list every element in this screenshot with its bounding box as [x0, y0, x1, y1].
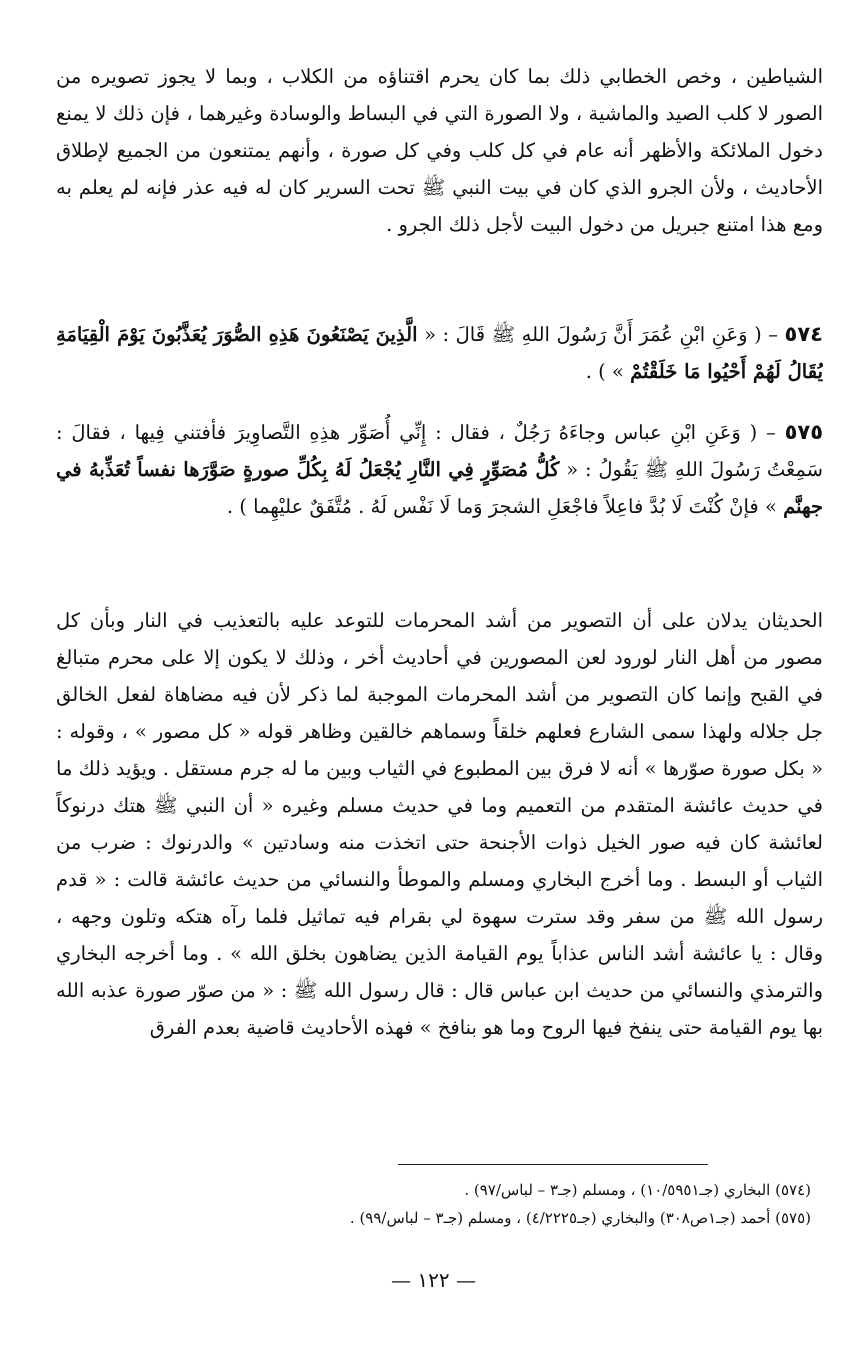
hadith-outro: » ) . [585, 360, 624, 383]
hadith-intro: – ( وَعَنِ ابْنِ عُمَرَ أَنَّ رَسُولَ اللهِ ﷺ قَالَ : « [424, 323, 779, 346]
hadith-outro: » فإنْ كُنْتَ لَا بُدَّ فاعِلاً فاجْعَلِ الشجرَ وَما لَا نَفْس لَهُ . مُتَّفَقٌ عليْهِما ) . [226, 495, 777, 518]
footnote-574: (٥٧٤) البخاري (جـ١٠/٥٩٥١) ، ومسلم (جـ٣ – لباس/٩٧) . [464, 1181, 811, 1199]
footnote-575: (٥٧٥) أحمد (جـ١ص٣٠٨) والبخاري (جـ٤/٢٢٢٥) ، ومسلم (جـ٣ – لباس/٩٩) . [349, 1209, 811, 1227]
footnotes [300, 1176, 811, 1232]
hadith-intro: – ( وَعَنِ ابْنِ عباس وجاءَهُ رَجُلٌ ، فقال : إِنِّي أُصَوِّر هذِهِ التَّصاوِيرَ فأفتني فِيها ، فقالَ : سَمِعْتُ رَسُولَ اللهِ ﷺ يَقُولُ : « [56, 421, 823, 481]
hadith-number: ٥٧٥ [784, 420, 823, 444]
commentary-paragraph-1: الشياطين ، وخص الخطابي ذلك بما كان يحرم اقتناؤه من الكلاب ، وبما لا يجوز تصويره من الصور لا كلب الصيد والماشية ، ولا الصورة التي في البساط والوسادة وغيرهما ، فإن ذلك لا يمنع دخول الملائكة والأظهر أنه عام في كل كلب وفي كل صورة ، وأنهم يمتنعون من الجميع لإطلاق الأحاديث ، ولأن الجرو الذي كان في بيت النبي ﷺ تحت السرير كان له فيه عذر فإنه لم يعلم به ومع هذا امتنع جبريل من دخول البيت لأجل ذلك الجرو . [56, 65, 823, 236]
hadith-text: الَّذِينَ يَصْنَعُونَ هَذِهِ الصُّوَرَ يُعَذَّبُونَ يَوْمَ الْقِيَامَةِ يُقَالُ لَهُمْ أَحْيُوا مَا خَلَقْتُمْ [56, 323, 823, 383]
footnote-divider [398, 1164, 708, 1165]
commentary-paragraph-2: الحديثان يدلان على أن التصوير من أشد المحرمات للتوعد عليه بالتعذيب في النار وبأن كل مصور من أهل النار لورود لعن المصورين في أحاديث أخر ، وذلك لا يكون إلا على محرم متبالغ في القبح وإنما كان التصوير من أشد المحرمات الموجبة لما ذكر لأن فيه مضاهاة لفعل الخالق جل جلاله ولهذا سمى الشارع فعلهم خلقاً وسماهم خالقين وظاهر قوله « كل مصور » ، وقوله : « بكل صورة صوّرها » أنه لا فرق بين المطبوع في الثياب وبين ما له جرم مستقل . ويؤيد ذلك ما في حديث عائشة المتقدم من التعميم وما في حديث مسلم وغيره « أن النبي ﷺ هتك درنوكاً لعائشة كان فيه صور الخيل ذوات الأجنحة حتى اتخذت منه وسادتين » والدرنوك : ضرب من الثياب أو البسط . وما أخرج البخاري ومسلم والموطأ والنسائي من حديث عائشة قالت : « قدم رسول الله ﷺ من سفر وقد سترت سهوة لي بقرام فيه تماثيل فلما رآه هتكه وتلون وجهه ، وقال : يا عائشة أشد الناس عذاباً يوم القيامة الذين يضاهون بخلق الله » . وما أخرجه البخاري والترمذي والنسائي من حديث ابن عباس قال : قال رسول الله ﷺ : « من صوّر صورة عذبه الله بها يوم القيامة حتى ينفخ فيها الروح وما هو بنافخ » فهذه الأحاديث قاضية بعدم الفرق [56, 609, 823, 1039]
hadith-574 [56, 316, 823, 402]
hadith-number: ٥٧٤ [784, 322, 823, 346]
page-number: — ١٢٢ — [391, 1268, 476, 1292]
hadith-575 [56, 414, 823, 590]
hadith-text: كُلُّ مُصَوِّرٍ فِي النَّارِ يُجْعَلُ لَهُ بِكُلِّ صورةٍ صَوَّرَها نفساً تُعَذِّبهُ في جهنَّم [56, 458, 823, 518]
